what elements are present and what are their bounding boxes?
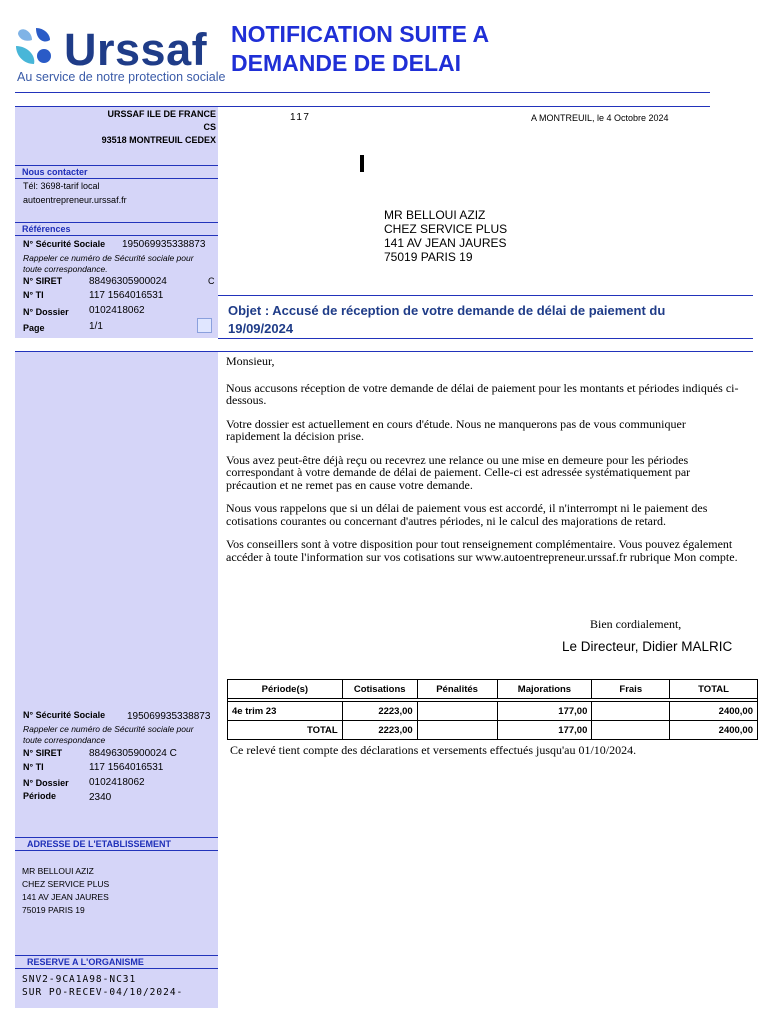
cell-periode: 4e trim 23 xyxy=(228,702,343,721)
etablissement-address xyxy=(22,865,109,917)
col-majorations: Majorations xyxy=(497,680,592,699)
recipient-line-3: 141 AV JEAN JAURES xyxy=(384,236,507,250)
title-line-2: DEMANDE DE DELAI xyxy=(231,50,462,76)
left-top-border xyxy=(15,106,710,107)
urssaf-logo xyxy=(14,22,224,88)
recipient-line-2: CHEZ SERVICE PLUS xyxy=(384,222,508,236)
coupon-secu-label: N° Sécurité Sociale xyxy=(23,710,106,720)
references-heading: Références xyxy=(15,222,218,236)
col-periode: Période(s) xyxy=(228,680,343,699)
ref-number: 117 xyxy=(290,112,311,123)
cell-frais xyxy=(592,702,670,721)
letter-paragraph-3: Vous avez peut-être déjà reçu ou recevrez une relance ou une mise en demeure pour les périodes correspondant à votre demande de délai de paiement. Celle-ci est adressée systématiquement par précaution et ne remet pas en cause votre demande. xyxy=(226,452,691,492)
objet-bottom-rule xyxy=(218,338,753,339)
contact-tel: Tél: 3698-tarif local xyxy=(23,181,100,191)
letter-paragraph-4: Nous vous rappelons que si un délai de paiement vous est accordé, il n'interrompt ni le paiement des cotisations courantes ou concernant d'autres périodes, ni le calcul des majorations de retard. xyxy=(226,501,708,528)
coupon-siret-label: N° SIRET xyxy=(23,748,63,758)
urssaf-logo-icon xyxy=(14,26,58,70)
letter-paragraph-2: Votre dossier est actuellement en cours d'étude. Nous ne manquerons pas de vous communiquer rapidement la décision prise. xyxy=(226,416,686,443)
letter-body xyxy=(226,355,740,574)
title-line-1: NOTIFICATION SUITE A xyxy=(231,21,490,47)
table-header-row xyxy=(228,680,758,699)
coupon-periode-value: 2340 xyxy=(89,792,112,803)
ref-page-label: Page xyxy=(23,323,45,333)
coupon-siret-value: 88496305900024 C xyxy=(89,748,177,759)
sender-address xyxy=(15,108,218,147)
coupon-note: Rappeler ce numéro de Sécurité sociale pour toute correspondance xyxy=(23,724,194,745)
ref-page-value: 1/1 xyxy=(89,321,103,332)
sender-cs: CS xyxy=(203,122,216,132)
cell-cotisations: 2223,00 xyxy=(342,702,417,721)
contact-heading: Nous contacter xyxy=(15,165,218,179)
reserve-line-2: SUR PO-RECEV-04/10/2024- xyxy=(22,987,184,998)
etab-line-3: 141 AV JEAN JAURES xyxy=(22,892,109,902)
coupon-dossier-value: 0102418062 xyxy=(89,777,145,788)
contact-web: autoentrepreneur.urssaf.fr xyxy=(23,195,127,205)
reserve-line-1: SNV2-9CA1A98-NC31 xyxy=(22,974,137,985)
col-total: TOTAL xyxy=(670,680,758,699)
ref-note: Rappeler ce numéro de Sécurité sociale pour toute correspondance. xyxy=(23,253,194,274)
table-total-row xyxy=(228,721,758,740)
ref-dossier-value: 0102418062 xyxy=(89,305,145,316)
letter-signature: Le Directeur, Didier MALRIC xyxy=(562,639,733,654)
sender-city: 93518 MONTREUIL CEDEX xyxy=(101,135,216,145)
ref-ti-label: N° TI xyxy=(23,290,44,300)
etab-line-2: CHEZ SERVICE PLUS xyxy=(22,879,110,889)
coupon-ti-label: N° TI xyxy=(23,762,44,772)
ref-ti-value: 117 1564016531 xyxy=(89,290,164,301)
reserve-heading: RESERVE A L'ORGANISME xyxy=(15,955,218,969)
total-penalites xyxy=(417,721,497,740)
header-divider xyxy=(15,92,710,93)
col-penalites: Pénalités xyxy=(417,680,497,699)
logo-tagline: Au service de notre protection sociale xyxy=(17,70,226,84)
table-row xyxy=(228,702,758,721)
ref-secu-value: 195069935338873 xyxy=(122,239,206,250)
ref-siret-suffix: C xyxy=(208,276,215,286)
checkbox-square xyxy=(197,318,212,333)
recipient-address xyxy=(384,208,507,264)
coupon-dossier-label: N° Dossier xyxy=(23,778,69,788)
letter-closing: Bien cordialement, xyxy=(590,617,682,631)
total-majorations: 177,00 xyxy=(497,721,592,740)
col-cotisations: Cotisations xyxy=(342,680,417,699)
barcode-mark xyxy=(360,155,364,172)
recipient-line-4: 75019 PARIS 19 xyxy=(384,250,473,264)
ref-dossier-label: N° Dossier xyxy=(23,307,69,317)
logo-word: Urssaf xyxy=(64,24,208,75)
total-cotisations: 2223,00 xyxy=(342,721,417,740)
date-line: A MONTREUIL, le 4 Octobre 2024 xyxy=(531,113,669,123)
etab-line-4: 75019 PARIS 19 xyxy=(22,905,85,915)
recap-table xyxy=(227,679,758,740)
total-total: 2400,00 xyxy=(670,721,758,740)
letter-paragraph-1: Nous accusons réception de votre demande de délai de paiement pour les montants et périodes indiqués ci-dessous. xyxy=(226,380,739,407)
etablissement-heading: ADRESSE DE L'ETABLISSEMENT xyxy=(15,837,218,851)
cell-majorations: 177,00 xyxy=(497,702,592,721)
cell-penalites xyxy=(417,702,497,721)
coupon-ti-value: 117 1564016531 xyxy=(89,762,164,773)
table-footnote: Ce relevé tient compte des déclarations et versements effectués jusqu'au 01/10/2024. xyxy=(230,743,637,757)
cell-total: 2400,00 xyxy=(670,702,758,721)
coupon-periode-label: Période xyxy=(23,791,57,801)
coupon-secu-value: 195069935338873 xyxy=(127,711,211,722)
sender-name: URSSAF ILE DE FRANCE xyxy=(107,109,216,119)
recipient-line-1: MR BELLOUI AZIZ xyxy=(384,208,486,222)
total-label: TOTAL xyxy=(228,721,343,740)
col-frais: Frais xyxy=(592,680,670,699)
document-title xyxy=(231,20,489,78)
objet-top-rule xyxy=(218,295,753,296)
ref-secu-label: N° Sécurité Sociale xyxy=(23,239,106,249)
letter-paragraph-5: Vos conseillers sont à votre disposition pour tout renseignement complémentaire. Vous pouvez également accéder à toute l'information sur vos cotisations sur www.autoentrepreneur.urssaf.fr rubrique Mon compte. xyxy=(226,537,738,564)
ref-siret-label: N° SIRET xyxy=(23,276,63,286)
total-frais xyxy=(592,721,670,740)
etab-line-1: MR BELLOUI AZIZ xyxy=(22,866,94,876)
letter-salutation: Monsieur, xyxy=(226,354,275,368)
ref-siret-value: 88496305900024 xyxy=(89,276,167,287)
objet-line: Objet : Accusé de réception de votre demande de délai de paiement du 19/09/2024 xyxy=(228,303,666,336)
